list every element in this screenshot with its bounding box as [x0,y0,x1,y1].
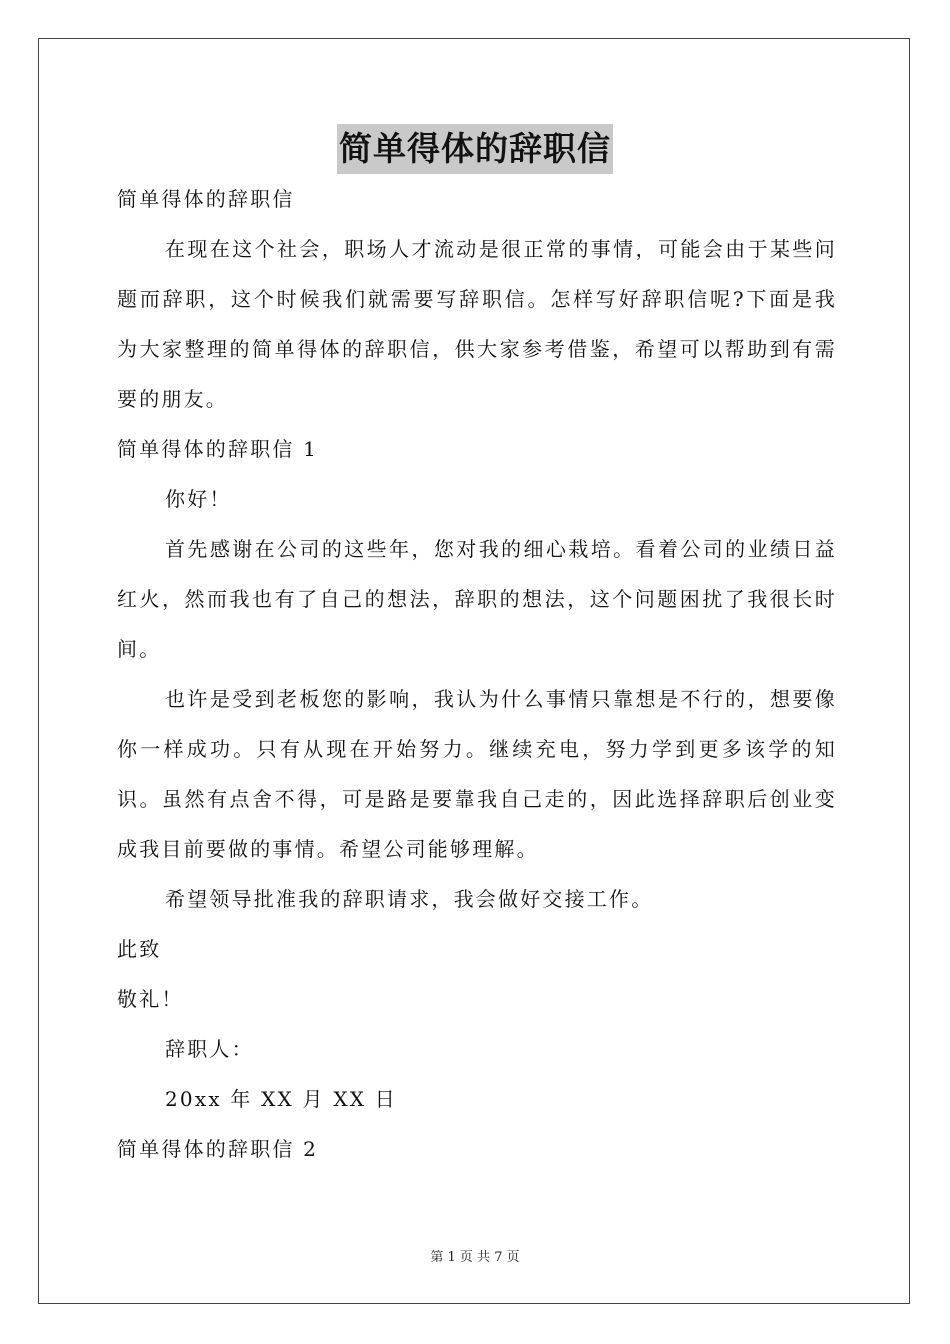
letter-paragraph-2: 也许是受到老板您的影响，我认为什么事情只靠想是不行的，想要像你一样成功。只有从现在开始努力。继续充电，努力学到更多该学的知识。虽然有点舍不得，可是路是要靠我自己走的，因此选择辞职后创业变成我目前要做的事情。希望公司能够理解。 [117,687,837,861]
closing-regards: 敬礼！ [117,987,184,1011]
letter-2-heading: 简单得体的辞职信 2 [117,1137,319,1161]
document-body [117,174,837,1174]
signer-label: 辞职人： [165,1037,254,1061]
greeting: 你好！ [165,487,232,511]
page-number-footer: 第 1 页 共 7 页 [430,1250,520,1265]
letter-date: 20xx 年 XX 月 XX 日 [165,1087,397,1111]
document-title: 简单得体的辞职信 [337,124,613,174]
intro-paragraph: 在现在这个社会，职场人才流动是很正常的事情，可能会由于某些问题而辞职，这个时候我们就需要写辞职信。怎样写好辞职信呢?下面是我为大家整理的简单得体的辞职信，供大家参考借鉴，希望可以帮助到有需要的朋友。 [117,237,837,411]
document-title-container [0,124,950,174]
letter-paragraph-3: 希望领导批准我的辞职请求，我会做好交接工作。 [165,887,654,911]
letter-paragraph-1: 首先感谢在公司的这些年，您对我的细心栽培。看着公司的业绩日益红火，然而我也有了自己的想法，辞职的想法，这个问题困扰了我很长时间。 [117,537,837,661]
subtitle: 简单得体的辞职信 [117,187,295,211]
closing-salutation: 此致 [117,937,162,961]
letter-1-heading: 简单得体的辞职信 1 [117,437,319,461]
